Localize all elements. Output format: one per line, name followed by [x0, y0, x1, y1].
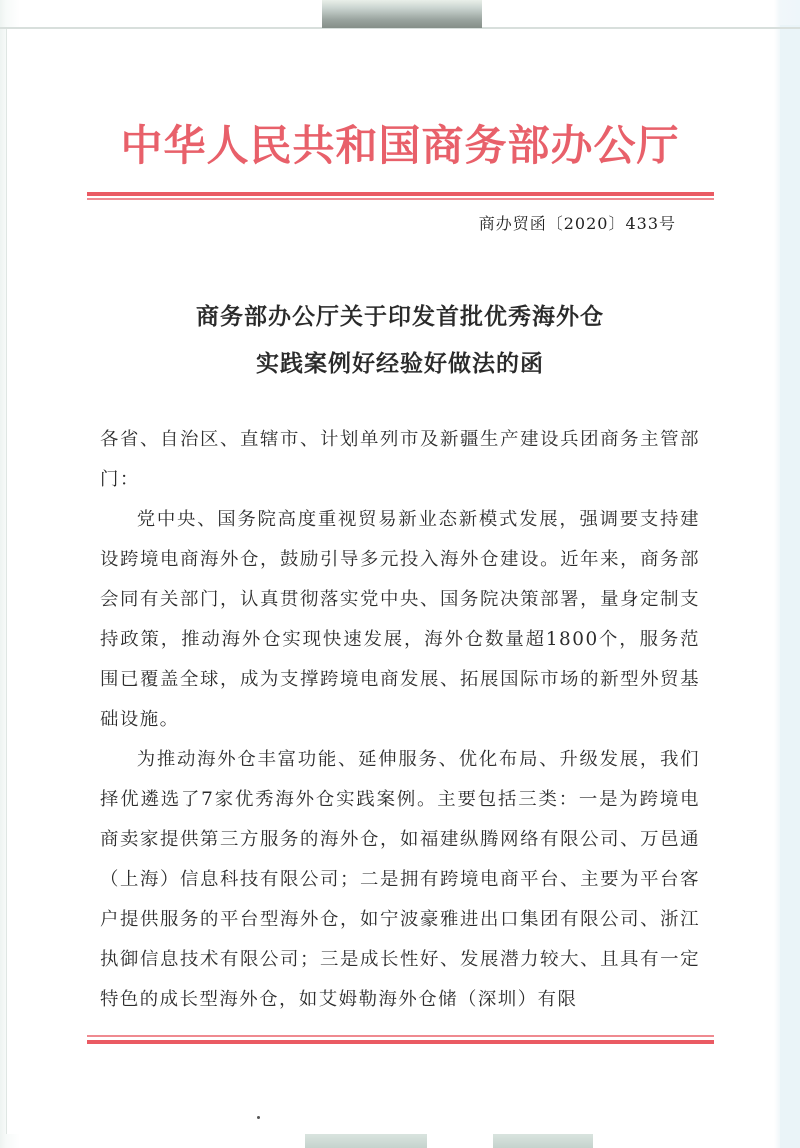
binder-clip-bottom	[305, 1134, 427, 1148]
masthead-red-rule	[87, 192, 714, 196]
document-title-line-2: 实践案例好经验好做法的函	[256, 350, 544, 377]
scan-speck	[257, 1116, 260, 1119]
document-title-line-1: 商务部办公厅关于印发首批优秀海外仓	[196, 303, 604, 330]
masthead-red-rule-thin	[87, 198, 714, 200]
binder-clip-gap	[427, 1134, 493, 1148]
footer-red-rule-thin	[87, 1035, 714, 1037]
footer-red-rule	[87, 1040, 714, 1044]
binder-clip-top	[322, 0, 482, 28]
binder-clip-bottom-right	[493, 1134, 593, 1148]
paragraph: 党中央、国务院高度重视贸易新业态新模式发展，强调要支持建设跨境电商海外仓，鼓励引导多元投入海外仓建设。近年来，商务部会同有关部门，认真贯彻落实党中央、国务院决策部署，量身定制支持政策，推动海外仓实现快速发展，海外仓数量超1800个，服务范围已覆盖全球，成为支撑跨境电商发展、拓展国际市场的新型外贸基础设施。	[100, 509, 700, 730]
document-number: 商办贸函〔2020〕433号	[478, 214, 676, 233]
page-edge	[780, 25, 800, 1148]
salutation: 各省、自治区、直辖市、计划单列市及新疆生产建设兵团商务主管部门：	[100, 429, 700, 490]
issuer-masthead: 中华人民共和国商务部办公厅	[120, 121, 680, 170]
paragraph: 为推动海外仓丰富功能、延伸服务、优化布局、升级发展，我们择优遴选了7家优秀海外仓实践案例。主要包括三类：一是为跨境电商卖家提供第三方服务的海外仓，如福建纵腾网络有限公司、万邑通（上海）信息科技有限公司；二是拥有跨境电商平台、主要为平台客户提供服务的平台型海外仓，如宁波豪雅进出口集团有限公司、浙江执御信息技术有限公司；三是成长性好、发展潜力较大、且具有一定特色的成长型海外仓，如艾姆勒海外仓储（深圳）有限	[100, 749, 700, 1010]
document-body	[100, 420, 700, 1020]
